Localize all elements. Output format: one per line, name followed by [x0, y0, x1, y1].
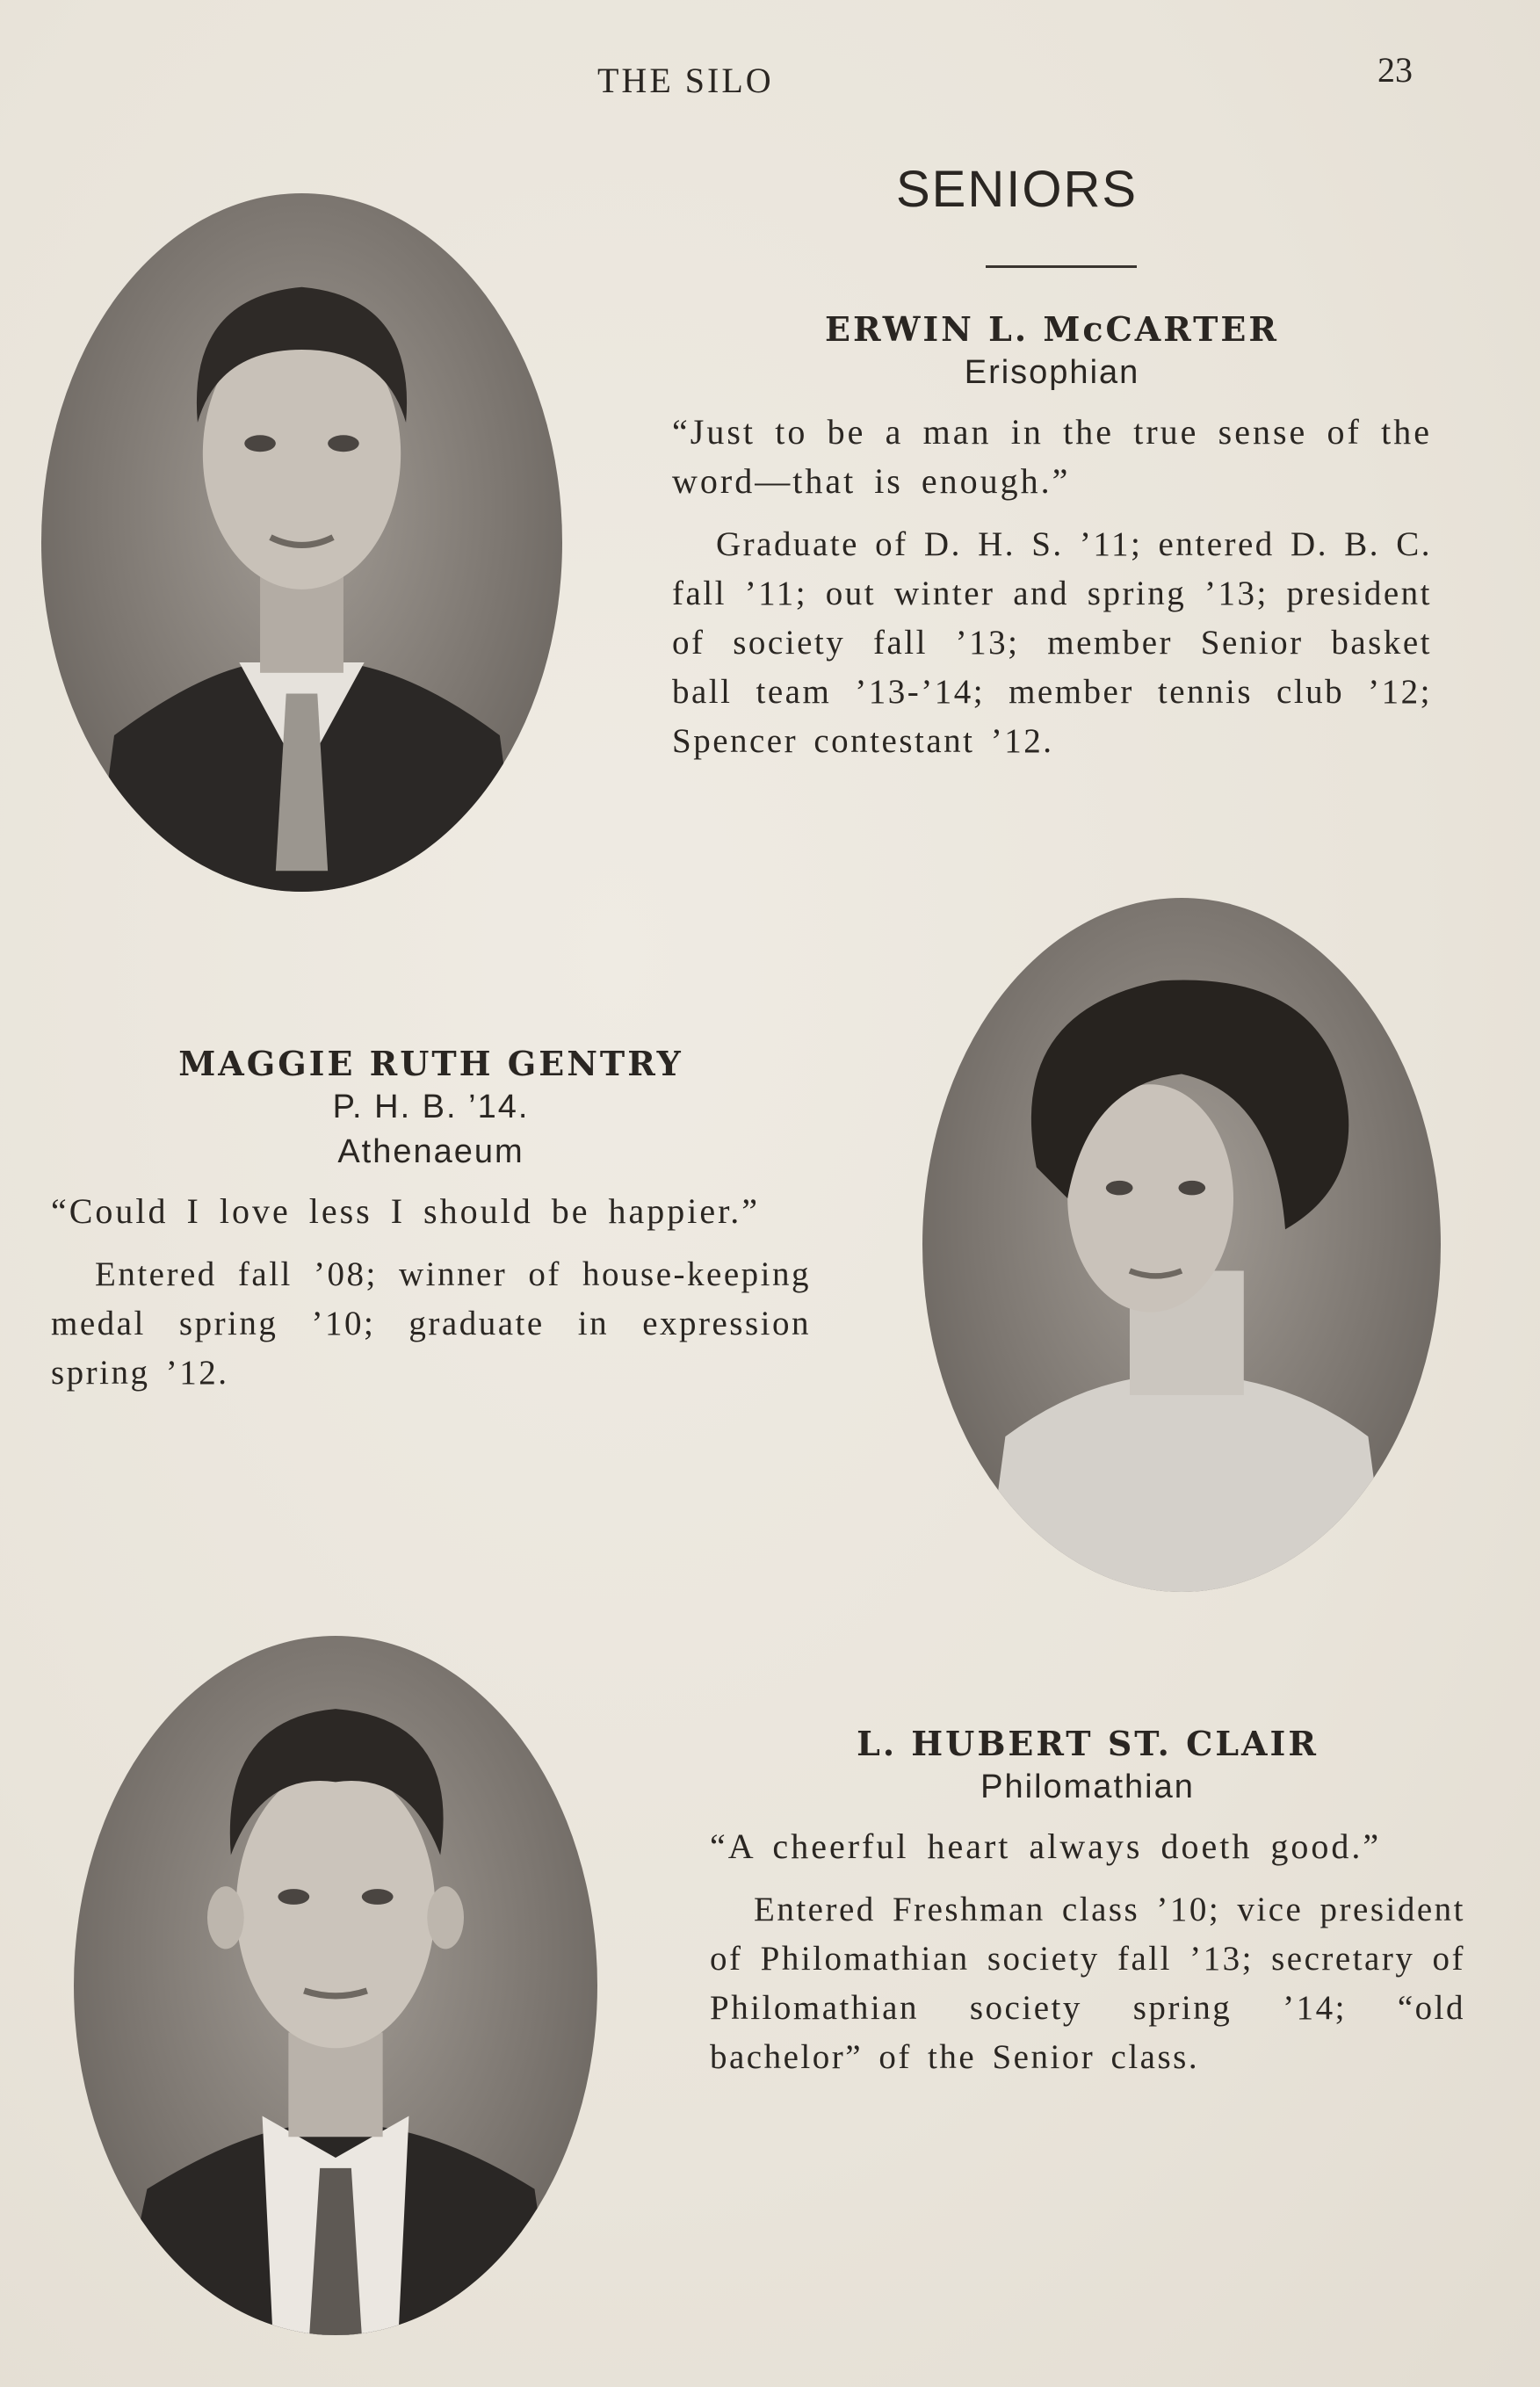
senior-society: Philomathian: [980, 1769, 1195, 1805]
running-head: THE SILO: [597, 61, 774, 100]
page-number: 23: [1377, 50, 1413, 90]
senior-entry-1: [672, 309, 1432, 766]
section-title: SENIORS: [896, 161, 1139, 218]
senior-entry-2: [51, 1044, 811, 1398]
senior-degree: P. H. B. ’14.: [332, 1089, 530, 1125]
senior-bio: Graduate of D. H. S. ’11; entered D. B. C. fall ’11; out winter and spring ’13; president of society fall ’13; member Senior basket ball team ’13-’14; member tennis club ’12; Spencer contestant ’12.: [672, 525, 1432, 760]
portrait-photo-1: [41, 193, 562, 892]
senior-quote: “Just to be a man in the true sense of the word—that is enough.”: [672, 412, 1432, 501]
woman-portrait-icon: [922, 898, 1441, 1592]
senior-bio: Entered fall ’08; winner of house-keeping medal spring ’10; graduate in expression spring ’12.: [51, 1255, 811, 1392]
senior-quote: “A cheerful heart always doeth good.”: [710, 1826, 1382, 1866]
senior-name: MAGGIE RUTH GENTRY: [178, 1044, 683, 1083]
portrait-photo-2: [922, 898, 1441, 1592]
senior-name: L. HUBERT ST. CLAIR: [857, 1724, 1319, 1763]
senior-society: Athenaeum: [337, 1133, 524, 1170]
young-man-portrait-icon: [74, 1636, 597, 2335]
senior-entry-3: [710, 1724, 1465, 2082]
senior-bio: Entered Freshman class ’10; vice president of Philomathian society fall ’13; secretary of Philomathian society spring ’14; “old bachelor” of the Senior class.: [710, 1891, 1465, 2076]
senior-quote: “Could I love less I should be happier.”: [51, 1191, 760, 1231]
man-portrait-icon: [41, 193, 562, 892]
title-rule: [986, 265, 1137, 268]
senior-society: Erisophian: [964, 354, 1140, 391]
senior-name: ERWIN L. McCARTER: [825, 309, 1279, 349]
portrait-photo-3: [74, 1636, 597, 2335]
